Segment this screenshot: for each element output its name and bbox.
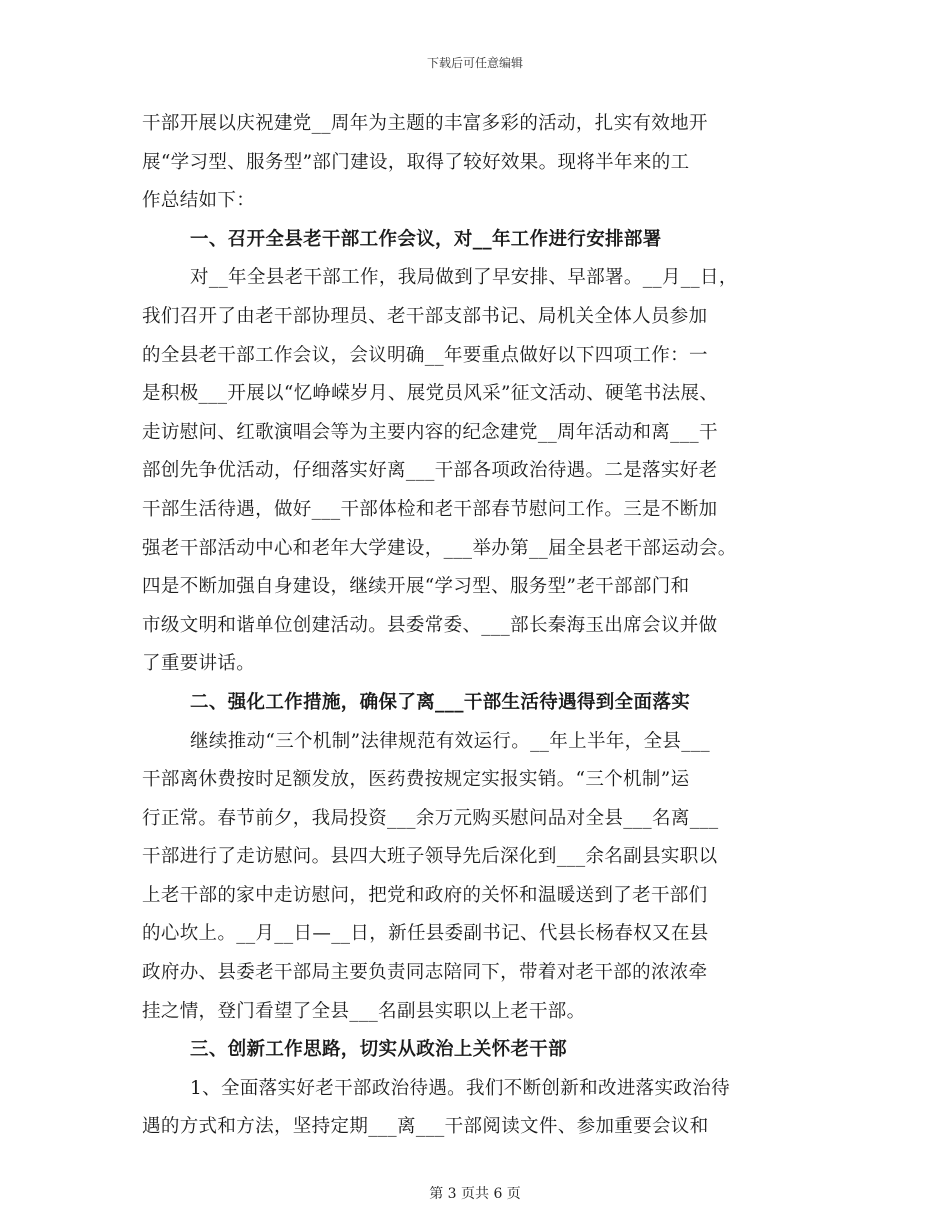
text-line: 干部离休费按时足额发放，医药费按规定实报实销。“三个机制”运 <box>142 769 690 791</box>
text-line: 干部生活待遇，做好___干部体检和老干部春节慰问工作。三是不断加 <box>142 498 718 520</box>
text-line: 走访慰问、红歌演唱会等为主要内容的纪念建党__周年活动和离___干 <box>142 421 718 443</box>
page-header: 下载后可任意编辑 <box>426 56 523 70</box>
text-line: 挂之情，登门看望了全县___名副县实职以上老干部。 <box>142 1000 586 1022</box>
text-line: 强老干部活动中心和老年大学建设，___举办第__届全县老干部运动会。 <box>142 537 737 559</box>
text-line: 遇的方式和方法，坚持定期___离___干部阅读文件、参加重要会议和 <box>142 1116 709 1138</box>
text-line: 干部开展以庆祝建党__周年为主题的丰富多彩的活动，扎实有效地开 <box>142 113 708 134</box>
text-line: 政府办、县委老干部局主要负责同志陪同下，带着对老干部的浓浓牵 <box>142 962 708 984</box>
text-line: 四是不断加强自身建设，继续开展“学习型、服务型”老干部部门和 <box>142 576 690 598</box>
text-line: 1、全面落实好老干部政治待遇。我们不断创新和改进落实政治待 <box>190 1077 730 1099</box>
document-body <box>142 105 807 1147</box>
page-footer: 第 3 页共 6 页 <box>429 1186 521 1202</box>
text-line: 继续推动“三个机制”法律规范有效运行。__年上半年，全县___ <box>190 730 711 752</box>
section-heading: 三、创新工作思路，切实从政治上关怀老干部 <box>190 1039 568 1061</box>
text-line: 了重要讲话。 <box>142 653 256 675</box>
text-line: 的全县老干部工作会议，会议明确__年要重点做好以下四项工作：一 <box>142 344 708 366</box>
text-line: 的心坎上。__月__日—__日，新任县委副书记、代县长杨春权又在县 <box>142 923 709 945</box>
section-heading: 一、召开全县老干部工作会议，对__年工作进行安排部署 <box>190 228 662 250</box>
text-line: 作总结如下： <box>142 190 256 212</box>
text-line: 市级文明和谐单位创建活动。县委常委、___部长秦海玉出席会议并做 <box>142 614 718 636</box>
text-line: 上老干部的家中走访慰问，把党和政府的关怀和温暖送到了老干部们 <box>142 884 708 906</box>
text-line: 行正常。春节前夕，我局投资___余万元购买慰问品对全县___名离___ <box>142 807 719 829</box>
text-line: 部创先争优活动，仔细落实好离___干部各项政治待遇。二是落实好老 <box>142 460 718 482</box>
text-line: 是积极___开展以“忆峥嵘岁月、展党员风采”征文活动、硬笔书法展、 <box>142 383 719 405</box>
section-heading: 二、强化工作措施，确保了离___干部生活待遇得到全面落实 <box>190 691 691 713</box>
text-line: 展“学习型、服务型”部门建设，取得了较好效果。现将半年来的工 <box>142 151 690 173</box>
text-line: 干部进行了走访慰问。县四大班子领导先后深化到___余名副县实职以 <box>142 846 718 868</box>
text-line: 对__年全县老干部工作，我局做到了早安排、早部署。__月__日， <box>190 267 738 289</box>
text-line: 我们召开了由老干部协理员、老干部支部书记、局机关全体人员参加 <box>142 305 708 327</box>
